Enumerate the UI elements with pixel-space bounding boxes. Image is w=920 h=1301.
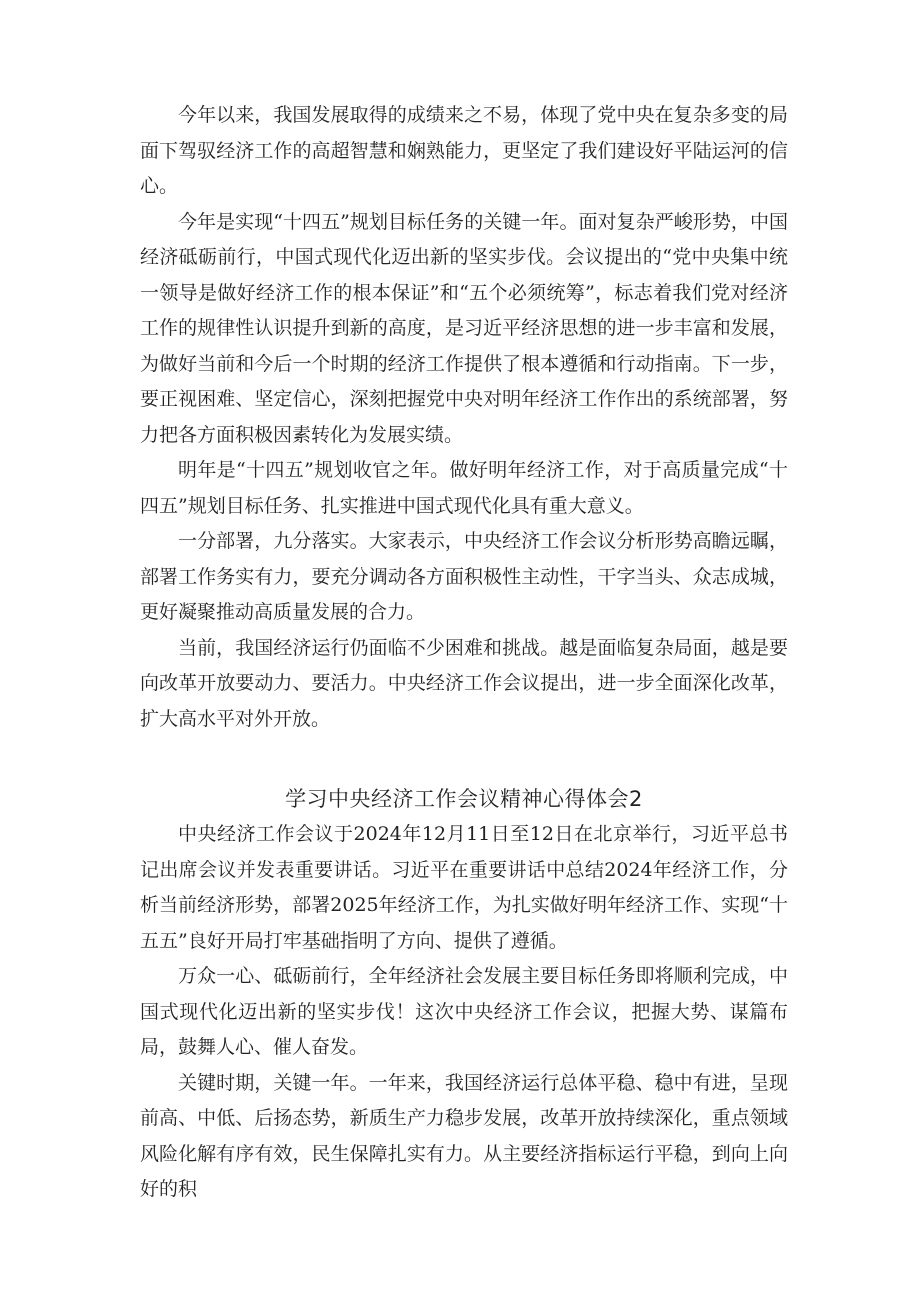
paragraph: 今年是实现“十四五”规划目标任务的关键一年。面对复杂严峻形势，中国经济砥砺前行，中国式现代化迈出新的坚实步伐。会议提出的“党中央集中统一领导是做好经济工作的根本保证”和“五个必须统筹”，标志着我们党对经济工作的规律性认识提升到新的高度，是习近平经济思想的进一步丰富和发展，为做好当前和今后一个时期的经济工作提供了根本遵循和行动指南。下一步，要正视困难、坚定信心，深刻把握党中央对明年经济工作作出的系统部署，努力把各方面积极因素转化为发展实绩。 [140,210,788,446]
paragraph: 当前，我国经济运行仍面临不少困难和挑战。越是面临复杂局面，越是要向改革开放要动力、要活力。中央经济工作会议提出，进一步全面深化改革，扩大高水平对外开放。 [140,636,788,730]
document-body [140,98,788,1208]
paragraph: 万众一心、砥砺前行，全年经济社会发展主要目标任务即将顺利完成，中国式现代化迈出新的坚实步伐！这次中央经济工作会议，把握大势、谋篇布局，鼓舞人心、催人奋发。 [140,965,788,1058]
paragraph: 关键时期，关键一年。一年来，我国经济运行总体平稳、稳中有进，呈现前高、中低、后扬态势，新质生产力稳步发展，改革开放持续深化，重点领域风险化解有序有效，民生保障扎实有力。从主要经济指标运行平稳，到向上向好的积 [140,1071,788,1200]
paragraph: 明年是“十四五”规划收官之年。做好明年经济工作，对于高质量完成“十四五”规划目标任务、扎实推进中国式现代化具有重大意义。 [140,459,788,517]
paragraph: 中央经济工作会议于2024年12月11日至12日在北京举行，习近平总书记出席会议并发表重要讲话。习近平在重要讲话中总结2024年经济工作，分析当前经济形势，部署2025年经济工作，为扎实做好明年经济工作、实现“十五五”良好开局打牢基础指明了方向、提供了遵循。 [140,823,788,952]
paragraph: 今年以来，我国发展取得的成绩来之不易，体现了党中央在复杂多变的局面下驾驭经济工作的高超智慧和娴熟能力，更坚定了我们建设好平陆运河的信心。 [140,104,788,197]
paragraph: 一分部署，九分落实。大家表示，中央经济工作会议分析形势高瞻远瞩，部署工作务实有力，要充分调动各方面积极性主动性，干字当头、众志成城，更好凝聚推动高质量发展的合力。 [140,530,788,623]
section-heading: 学习中央经济工作会议精神心得体会2 [285,787,643,811]
